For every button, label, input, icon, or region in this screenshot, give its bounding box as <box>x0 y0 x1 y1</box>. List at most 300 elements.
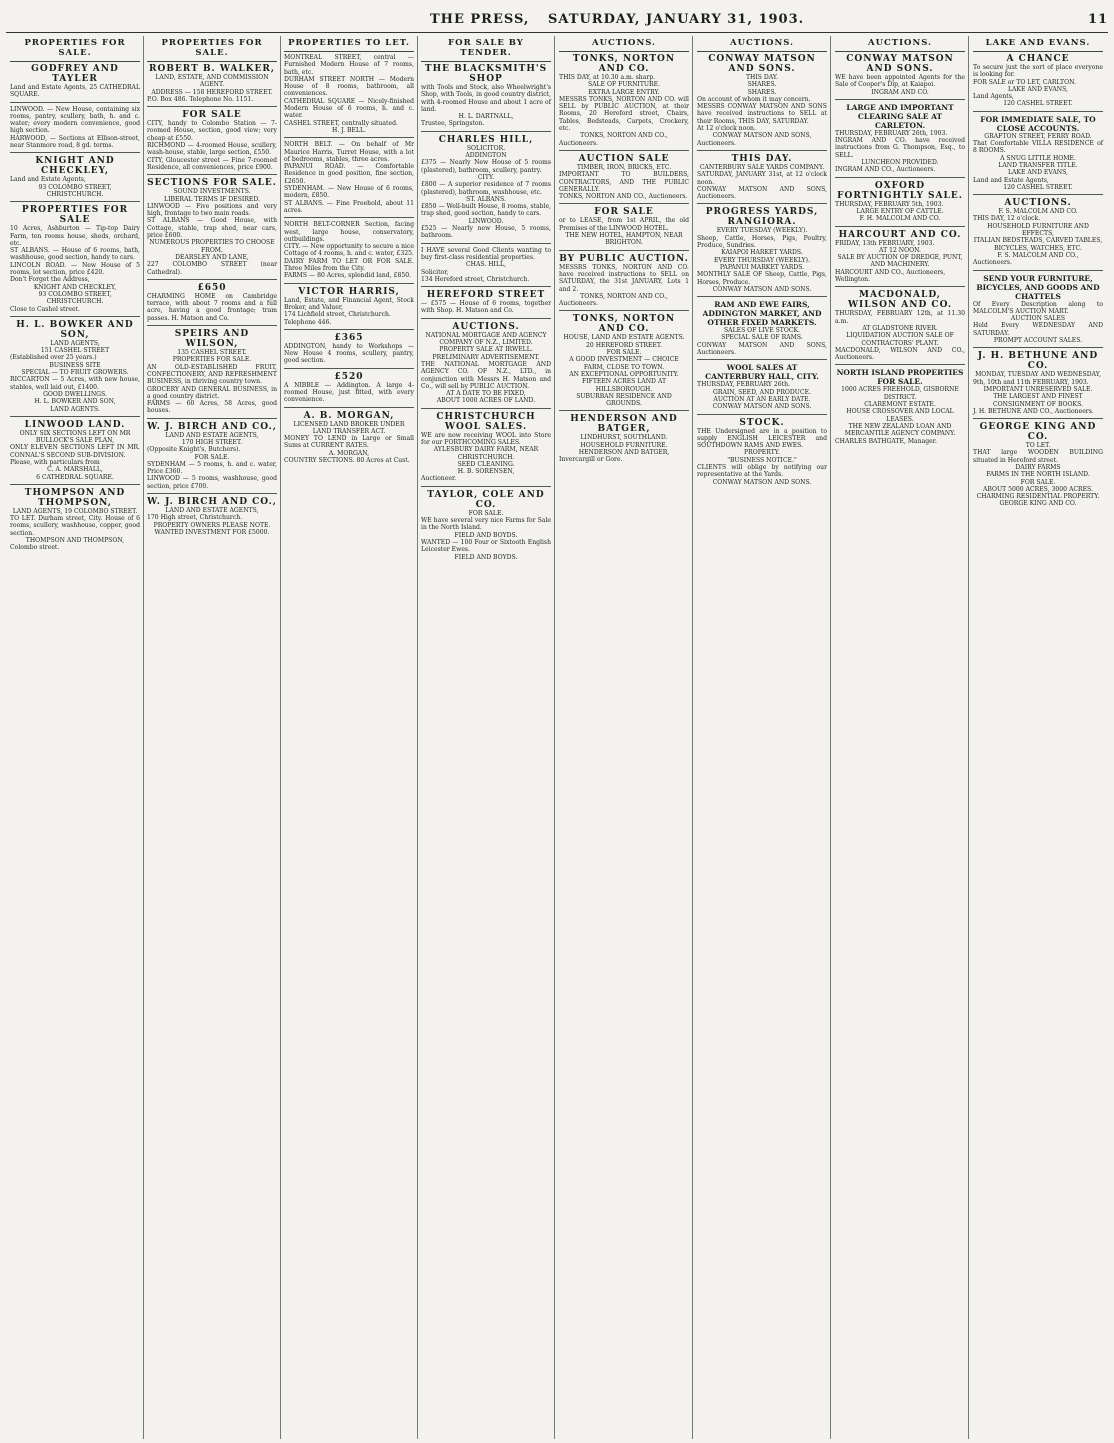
advert-line: J. H. BETHUNE AND CO., Auctioneers. <box>973 407 1094 415</box>
advert-line: LIBERAL TERMS IF DESIRED. <box>164 195 260 203</box>
advert-separator <box>835 364 965 365</box>
advert-line: CONWAY MATSON AND SONS, Auctioneers. <box>697 185 827 201</box>
advert-title: W. J. BIRCH AND CO., <box>147 421 277 432</box>
advert-title: SEND YOUR FURNITURE, BICYCLES, AND GOODS AND CHATTELS <box>976 273 1100 301</box>
advert-line: THIS DAY. <box>745 74 779 81</box>
advert-line: HARCOURT AND CO., Auctioneers, <box>835 268 946 276</box>
advert-line: TO LET. <box>1025 442 1051 450</box>
advert-title: TONKS, NORTON AND CO. <box>572 54 676 74</box>
advert-separator <box>559 150 689 151</box>
column-rule <box>692 36 693 1439</box>
advert-line: GRAFTON STREET, FERRY ROAD. <box>984 132 1092 140</box>
advert-line: HOUSEHOLD FURNITURE. <box>580 441 668 449</box>
advert-line: (Established over 25 years.) <box>10 354 97 362</box>
advert-line: PROPERTY. <box>744 449 780 457</box>
advertisement <box>835 290 965 361</box>
advertisement <box>559 54 689 147</box>
column-rule <box>554 36 555 1439</box>
advert-line: FARMS IN THE NORTH ISLAND. <box>986 471 1090 479</box>
advertisement <box>559 154 689 200</box>
advert-line: CLAREMONT ESTATE. <box>864 401 936 409</box>
advert-line: THOMPSON AND THOMPSON, <box>25 537 125 545</box>
advert-line: SHARES. <box>747 81 777 89</box>
advert-line: NORTH BELT. — On behalf of Mr Maurice Harris, Turret House, with a lot of bedrooms, stables, three acres. <box>284 141 414 163</box>
advert-separator <box>10 316 140 317</box>
advertisement <box>973 54 1103 108</box>
advertisement <box>697 300 827 356</box>
advert-title: A. B. MORGAN, <box>303 410 395 421</box>
advert-line: FRIDAY, 13th FEBRUARY, 1903. <box>835 239 935 247</box>
advertisement <box>835 103 965 174</box>
advert-line: Close to Cashel street. <box>10 305 80 313</box>
advert-line: Solicitor, <box>421 268 449 276</box>
advert-title: ROBERT B. WALKER, <box>149 64 275 74</box>
advert-title: CHRISTCHURCH WOOL SALES. <box>436 411 536 432</box>
advert-line: Auctioneers. <box>697 139 736 147</box>
advert-line: ADDINGTON, handy to Workshops — New House 4 rooms, scullery, pantry, good section. <box>284 342 414 365</box>
advert-line: 93 COLOMBO STREET, CHRISTCHURCH. <box>38 290 112 306</box>
advert-line: LARGE ENTRY OF CATTLE. <box>856 207 944 215</box>
advert-line: ONLY SIX SECTIONS LEFT ON MR BULLOCK'S SALE PLAN, <box>19 429 131 445</box>
advert-separator <box>697 150 827 151</box>
advert-line: PAPANUI ROAD. — Comfortable Residence in good position, fine section, £2650. <box>284 163 414 185</box>
advert-line: To secure just the sort of place everyone is looking for. <box>973 64 1103 79</box>
advert-line: CHARMING HOME on Cambridge terrace, with about 7 rooms and a full acre, having a good frontage; tram passes. H. Matson and Co. <box>147 292 277 322</box>
advert-line: RICHMOND — 4-roomed House, scullery, wash-house, stable, large section, £550. <box>147 142 277 157</box>
advert-title: TONKS, NORTON AND CO. <box>572 314 676 335</box>
advert-separator <box>147 174 277 175</box>
advert-separator <box>284 368 414 369</box>
advert-line: MONTHLY SALE OF Sheep, Cattle, Pigs, Horses, Produce. <box>697 271 827 286</box>
advert-separator <box>421 318 551 319</box>
advert-line: GRAIN, SEED, AND PRODUCE. <box>712 388 811 396</box>
advertisement <box>421 290 551 315</box>
advert-line: DAIRY FARMS <box>1015 463 1061 471</box>
advert-title: BY PUBLIC AUCTION. <box>559 253 689 264</box>
advertisement <box>835 181 965 223</box>
advert-line: F. S. MALCOLM AND CO. <box>998 208 1078 216</box>
advert-line: RICCARTON — 5 Acres, with new house, stables, well laid out, £1400. <box>10 376 140 391</box>
advert-line: COUNTRY SECTIONS. 80 Acres at Cust. <box>284 457 410 465</box>
advert-line: Held Every WEDNESDAY AND SATURDAY. <box>973 322 1103 337</box>
advert-title: AUCTIONS. <box>452 321 520 332</box>
advert-line: SOLICITOR. <box>466 144 506 152</box>
advert-line: TONKS, NORTON AND CO., Auctioneers. <box>559 193 688 201</box>
advertisement <box>973 198 1103 266</box>
advert-line: CATHEDRAL SQUARE — Nicely-finished Modern House of 6 rooms, h. and c. water. <box>284 97 414 120</box>
advert-line: THURSDAY, FEBRUARY 12th, at 11.30 a.m. <box>835 310 965 325</box>
advert-title: VICTOR HARRIS, <box>298 286 400 297</box>
advert-line: Auctioneers. <box>973 259 1012 267</box>
advert-line: MONEY TO LEND in Large or Small Sums at CURRENT RATES. <box>284 435 414 450</box>
advert-line: CONWAY MATSON AND SONS, <box>712 132 812 140</box>
advert-line: INGRAM AND CO. <box>871 88 929 96</box>
advert-line: THURSDAY, FEBRUARY 5th, 1903. <box>835 200 944 208</box>
column-rule <box>143 36 144 1439</box>
advert-line: SYDENHAM — 5 rooms, h. and c. water, Price £360. <box>147 460 277 476</box>
column-7 <box>833 36 969 1439</box>
advert-line: EXTRA LARGE ENTRY. <box>588 88 660 96</box>
advert-line: 134 Hereford street, Christchurch. <box>421 275 530 283</box>
advert-line: A NIBBLE — Addington. A large 4-roomed House, just fitted, with every convenience. <box>284 381 414 404</box>
advertisement <box>284 54 414 134</box>
advert-line: CHARLES BATHGATE, Manager. <box>835 437 937 445</box>
advert-separator <box>284 217 414 218</box>
column-1 <box>8 36 144 1439</box>
advert-title: MACDONALD, WILSON AND CO. <box>847 290 953 311</box>
advertisement <box>284 221 414 279</box>
advert-title: OXFORD FORTNIGHTLY SALE. <box>837 180 963 201</box>
advert-line: 93 COLOMBO STREET, CHRISTCHURCH. <box>38 183 112 198</box>
advert-separator <box>835 286 965 287</box>
advertisement <box>835 368 965 444</box>
advert-line: WANTED — 100 Four or Sixtooth English Leicester Ewes. <box>421 538 551 554</box>
advert-line: FOR SALE or TO LET, CARLTON. <box>973 78 1076 86</box>
advert-title: STOCK. <box>739 417 785 428</box>
column-4 <box>419 36 555 1439</box>
advert-line: Land Agents, <box>973 93 1014 101</box>
advert-line: CONWAY MATSON AND SONS, Auctioneers. <box>697 341 827 357</box>
advert-line: AT A DATE TO BE FIXED, <box>446 390 526 398</box>
advert-line: CHARMING RESIDENTIAL PROPERTY. <box>976 493 1100 501</box>
advert-line: 9th, 10th and 11th FEBRUARY, 1903. <box>973 378 1089 386</box>
advert-line: F. S. MALCOLM AND CO., <box>997 251 1079 259</box>
advertisement <box>10 488 140 552</box>
advert-line: 170 HIGH STREET. <box>181 438 243 446</box>
advert-line: ABOUT 1000 ACRES OF LAND. <box>436 397 536 405</box>
advertisement <box>697 207 827 293</box>
advertisement <box>284 372 414 404</box>
advertisement <box>421 135 551 240</box>
advert-line: ABOUT 5000 ACRES, 3000 ACRES. <box>983 485 1093 493</box>
advert-line: CLIENTS will oblige by notifying our representative at the Yards. <box>697 463 827 479</box>
advert-line: LIQUIDATION AUCTION SALE OF CONTRACTORS' PLANT. <box>846 332 954 347</box>
advert-title: HENDERSON AND BATGER, <box>570 414 678 435</box>
advert-line: FARMS — 80 Acres, splendid land, £850. <box>284 272 412 280</box>
advert-line: CANTERBURY SALE YARDS COMPANY. <box>699 163 825 171</box>
advert-line: MACDONALD, WILSON AND CO., Auctioneers. <box>835 346 965 362</box>
masthead <box>0 0 1114 40</box>
advert-separator <box>147 106 277 107</box>
advert-line: ST. ALBANS. <box>466 195 506 203</box>
advert-line: KNIGHT AND CHECKLEY, <box>33 283 117 291</box>
advert-line: £850 — Well-built House, 8 rooms, stable, trap shed, good section, handy to cars. <box>421 203 551 218</box>
advertisement <box>421 322 551 405</box>
advert-title: LARGE AND IMPORTANT CLEARING SALE AT CARLETON. <box>846 102 954 130</box>
advert-separator <box>973 194 1103 195</box>
advert-separator <box>973 111 1103 112</box>
advert-line: LAKE AND EVANS, <box>1007 85 1068 93</box>
advertisement <box>697 54 827 147</box>
advert-title: NORTH ISLAND PROPERTIES FOR SALE. <box>836 368 964 387</box>
advert-separator <box>284 329 414 330</box>
advertisement <box>559 414 689 463</box>
column-heading: PROPERTIES FOR SALE. <box>10 36 140 62</box>
advert-title: THE BLACKSMITH'S SHOP <box>424 64 548 84</box>
advert-separator <box>147 279 277 280</box>
advert-line: CITY, handy to Colombo Station — 7-roomed House, section, good view; very cheap at £550. <box>147 120 277 142</box>
advert-line: FOR SALE. <box>194 453 230 461</box>
advert-line: PRELIMINARY ADVERTISEMENT. <box>432 353 540 361</box>
advert-line: AYLESBURY DAIRY FARM, NEAR CHRISTCHURCH. <box>433 446 539 461</box>
advert-line: Please, with particulars from <box>10 458 100 466</box>
advert-line: CONWAY MATSON AND SONS. <box>712 285 812 293</box>
advert-line: AUCTION AT AN EARLY DATE. <box>713 395 811 403</box>
advert-line: SHARES. <box>747 88 777 96</box>
advert-line: That Comfortable VILLA RESIDENCE of 8 ROOMS. <box>973 140 1103 155</box>
advert-line: SOUND INVESTMENTS. <box>173 188 251 196</box>
advert-line: Land and Estate Agents, 25 CATHEDRAL SQUARE. <box>10 84 140 99</box>
advertisement <box>973 422 1103 508</box>
advert-line: DEARSLEY AND LANE, <box>175 253 249 261</box>
advert-line: BUSINESS SITE <box>49 361 101 369</box>
advert-line: FOR SALE. <box>606 349 642 357</box>
advert-line: A SNUG LITTLE HOME. <box>1000 154 1076 162</box>
advert-line: SATURDAY, JANUARY 31st, at 12 o'clock noon. <box>697 171 827 186</box>
column-6 <box>695 36 831 1439</box>
advert-line: FIELD AND BOYDS. <box>454 553 518 561</box>
advertisement <box>973 274 1103 345</box>
advert-separator <box>10 484 140 485</box>
advert-line: CHAS. HILL, <box>466 261 506 269</box>
advert-line: LAND AND ESTATE AGENTS, <box>165 431 259 439</box>
advert-line: AUCTION SALES <box>1010 315 1066 323</box>
advert-line: Of Every Description along to MALCOLM'S AUCTION MART. <box>973 300 1103 315</box>
column-rule <box>968 36 969 1439</box>
advert-line: ST ALBANS. — House of 6 rooms, bath, washhouse, good section, handy to cars. <box>10 247 140 262</box>
column-8 <box>971 36 1107 1439</box>
advert-title: £365 <box>334 332 364 343</box>
advertisement <box>559 207 689 246</box>
advert-title: GODFREY AND TAYLER <box>31 64 119 84</box>
masthead-title: THE PRESS, <box>430 12 530 27</box>
advertisement <box>421 412 551 483</box>
advert-line: On account of whom it may concern. <box>697 95 811 103</box>
advert-line: 227 COLOMBO STREET (near Cathedral). <box>147 261 277 276</box>
advert-line: TONKS, NORTON AND CO., <box>580 132 668 140</box>
advert-title: PROPERTIES FOR SALE <box>21 205 129 226</box>
advert-line: ADDINGTON <box>465 152 507 160</box>
advert-line: Auctioneers. <box>559 139 598 147</box>
advert-line: LAND, ESTATE, AND COMMISSION AGENT. <box>155 74 269 89</box>
advert-separator <box>147 418 277 419</box>
advertisement <box>973 115 1103 191</box>
advert-line: Trustee, Springston. <box>421 120 485 128</box>
advertisement <box>147 422 277 490</box>
advert-line: ADDRESS — 158 HEREFORD STREET. <box>151 88 273 96</box>
advertisement <box>10 106 140 150</box>
column-5 <box>557 36 693 1439</box>
advert-line: NUMEROUS PROPERTIES TO CHOOSE FROM. <box>149 239 275 254</box>
advert-separator <box>973 418 1103 419</box>
advert-title: LINWOOD LAND. <box>24 419 126 430</box>
advert-line: FIELD AND BOYDS. <box>454 531 518 539</box>
advert-line: LINDHURST, SOUTHLAND. <box>580 434 668 442</box>
advert-line: SEED CLEANING. <box>457 460 515 468</box>
advert-line: TO LET. Durham street, City. House of 6 rooms, scullery, washhouse, copper, good section. <box>10 515 140 537</box>
advert-line: IMPORTANT UNRESERVED SALE. <box>983 385 1093 393</box>
advert-line: CONWAY MATSON AND SONS. <box>712 478 812 486</box>
advert-line: Sheep, Cattle, Horses, Pigs, Poultry, Produce, Sundries. <box>697 234 827 250</box>
advert-line: HOUSE CROSSOVER AND LOCAL LEASES. <box>846 408 954 423</box>
advert-title: H. L. BOWKER AND SON, <box>16 319 134 340</box>
advert-title: GEORGE KING AND CO. <box>979 422 1097 443</box>
advert-line: ONLY ELEVEN SECTIONS LEFT IN MR. CONNAL'S SECOND SUB-DIVISION. <box>10 444 140 459</box>
advert-line: SPECIAL SALE OF RAMS. <box>721 334 803 342</box>
advert-line: Telephone 446. <box>284 318 332 326</box>
advert-line: C. A. MARSHALL, <box>47 466 103 474</box>
advert-line: TONKS, NORTON AND CO., <box>580 292 668 300</box>
advert-line: DAIRY FARM TO LET OR FOR SALE. Three Miles from the City. <box>284 257 414 273</box>
advertisement <box>421 490 551 561</box>
advert-line: FOR SALE. <box>1020 478 1056 486</box>
advert-line: P.O. Box 486. Telephone No. 1151. <box>147 95 254 103</box>
advert-line: MONDAY, TUESDAY AND WEDNESDAY, <box>975 371 1101 379</box>
advert-line: H. J. BELL. <box>332 126 366 134</box>
advert-separator <box>10 102 140 103</box>
advert-line: INGRAM AND CO. have received instructions from G. Thompson, Esq., to SELL. <box>835 137 965 159</box>
advert-line: AN OLD-ESTABLISHED FRUIT, CONFECTIONERY, AND REFRESHMENT BUSINESS, in thriving country town. <box>147 363 277 386</box>
advert-line: TIMBER, IRON, BRICKS, ETC. <box>576 163 672 171</box>
advert-line: LINWOOD. — New House, containing six rooms, pantry, scullery, bath, h. and c. water; every modern convenience, good high section. <box>10 105 140 135</box>
advert-line: LICENSED LAND BROKER UNDER LAND TRANSFER ACT. <box>293 420 405 435</box>
column-rule <box>280 36 281 1439</box>
advert-line: MESSRS CONWAY MATSON AND SONS have received instructions to SELL at their Rooms, THIS DAY, SATURDAY. <box>697 103 827 125</box>
advert-line: ST ALBANS. — Fine Freehold, about 11 acres. <box>284 199 414 214</box>
advert-line: THAT large WOODEN BUILDING situated in Hereford street. <box>973 449 1103 464</box>
advert-line: CITY. — New opportunity to secure a nice Cottage of 4 rooms, h. and c. water, £325. <box>284 243 414 258</box>
advert-line: LINWOOD. <box>468 217 504 225</box>
advertisement <box>835 54 965 96</box>
advert-line: 170 High street, Christchurch. <box>147 514 243 522</box>
advertisement <box>10 205 140 313</box>
advert-line: PROMPT ACCOUNT SALES. <box>993 337 1083 345</box>
advert-line: CITY, Gloucester street — Fine 7-roomed Residence, all conveniences, price £900. <box>147 156 277 171</box>
advert-line: LAND AGENTS, <box>50 339 100 347</box>
advert-line: HOUSE, LAND AND ESTATE AGENTS. <box>563 334 685 342</box>
column-rule <box>830 36 831 1439</box>
advert-line: Auctioneers. <box>559 300 598 308</box>
advert-line: WE are now receiving WOOL into Store for our FORTHCOMING SALES. <box>421 431 551 446</box>
advertisement <box>421 64 551 128</box>
advert-line: CONWAY MATSON AND SONS. <box>712 403 812 411</box>
column-rule <box>417 36 418 1439</box>
advert-title: HARCOURT AND CO. <box>838 229 962 240</box>
advert-line: DURHAM STREET NORTH — Modern House of 8 rooms, bathroom, all conveniences. <box>284 75 414 98</box>
advert-line: 1000 ACRES FREEHOLD, GISBORNE DISTRICT. <box>841 386 959 401</box>
advertisement <box>559 314 689 407</box>
advertisement <box>697 418 827 486</box>
advert-line: THE Undersigned are in a position to supply ENGLISH LEICESTER and SOUTHDOWN RAMS AND EWES. <box>697 427 827 450</box>
column-heading: FOR SALE BY TENDER. <box>421 36 551 62</box>
advert-line: LAND AGENTS. <box>50 405 100 413</box>
advert-line: MESSRS TONKS, NORTON AND CO. have received instructions to SELL on SATURDAY, the 31st JANUARY, Lots 1 and 2. <box>559 263 689 293</box>
advert-line: SPECIAL — TO FRUIT GROWERS. <box>21 369 129 377</box>
advert-separator <box>697 296 827 297</box>
advert-separator <box>421 486 551 487</box>
advert-separator <box>559 203 689 204</box>
column-heading: PROPERTIES TO LET. <box>284 36 414 52</box>
advertisement <box>697 154 827 200</box>
advert-line: GEORGE KING AND CO. <box>999 500 1077 508</box>
advertisement <box>284 287 414 326</box>
column-heading: AUCTIONS. <box>559 36 689 52</box>
advertisement <box>697 363 827 410</box>
advert-line: SYDENHAM. — New House of 6 rooms, modern, £850. <box>284 185 414 200</box>
advert-line: GOOD DWELLINGS. <box>43 390 107 398</box>
advert-line: SUBURBAN RESIDENCE AND GROUNDS. <box>576 392 672 408</box>
advert-title: £520 <box>334 371 364 382</box>
advertisement <box>147 283 277 322</box>
advert-line: Colombo street. <box>10 544 60 552</box>
advert-line: CASHEL STREET, centrally situated. <box>284 119 398 127</box>
advert-line: MONTREAL STREET, central — Furnished Modern House of 7 rooms, bath, etc. <box>284 54 414 76</box>
advert-separator <box>421 286 551 287</box>
advert-line: (Opposite Knight's, Butchers). <box>147 446 241 454</box>
advert-line: WANTED INVESTMENT FOR £5000. <box>154 528 270 536</box>
advertisement <box>10 156 140 198</box>
advert-line: Wellington. <box>835 276 871 284</box>
advert-line: LAKE AND EVANS, <box>1007 169 1068 177</box>
advert-line: HENDERSON AND BATGER, <box>578 448 670 456</box>
advert-line: PROPERTIES FOR SALE. <box>172 356 252 364</box>
advert-line: Don't Forget the Address, <box>10 276 90 284</box>
advert-line: H. L. DARTNALL, <box>458 113 514 121</box>
masthead-rule <box>6 32 1108 33</box>
column-heading: PROPERTIES FOR SALE. <box>147 36 277 62</box>
advertisement <box>421 247 551 283</box>
advert-title: A CHANCE <box>1006 54 1070 64</box>
advert-line: LINWOOD — Five positions and very high, frontage to two main roads. <box>147 202 277 218</box>
advert-line: PROPERTY OWNERS PLEASE NOTE. <box>153 521 271 529</box>
column-heading: LAKE AND EVANS. <box>973 36 1103 52</box>
advert-title: SPEIRS AND WILSON, <box>174 329 250 350</box>
advertisement <box>284 141 414 214</box>
advert-separator <box>284 137 414 138</box>
advertisement <box>559 254 689 308</box>
advert-title: J. H. BETHUNE AND CO. <box>977 351 1099 372</box>
advert-line: HOUSEHOLD FURNITURE AND EFFECTS, <box>987 222 1089 238</box>
advert-title: RAM AND EWE FAIRS, ADDINGTON MARKET, AND OTHER FIXED MARKETS. <box>702 300 822 328</box>
advert-line: HARWOOD, — Sections at Ellison-street, near Stanmore road, 8 gd. terms. <box>10 134 140 150</box>
advert-line: NATIONAL MORTGAGE AND AGENCY COMPANY OF N.Z., LIMITED. <box>425 331 547 347</box>
advert-separator <box>284 283 414 284</box>
advert-line: Land and Estate Agents, <box>10 176 86 184</box>
advert-title: HEREFORD STREET <box>426 290 546 301</box>
advert-separator <box>421 243 551 244</box>
advert-line: £375 — Nearly New House of 5 rooms (plastered), bathroom, scullery, pantry. <box>421 159 551 174</box>
advert-title: THIS DAY. <box>731 153 793 164</box>
advert-title: CHARLES HILL, <box>438 134 534 145</box>
advert-separator <box>10 152 140 153</box>
page-number: 11 <box>1088 12 1109 27</box>
advert-separator <box>559 310 689 311</box>
advert-line: MESSRS TONKS, NORTON AND CO. will SELL by PUBLIC AUCTION, at their Rooms, 20 Hereford street, Chairs, Tables, Bedsteads, Carpets, Crockery, etc. <box>559 95 689 133</box>
advert-line: THURSDAY, FEBRUARY 26th, 1903. <box>835 129 948 137</box>
advert-title: W. J. BIRCH AND CO., <box>147 497 277 508</box>
advert-line: ITALIAN BEDSTEADS, CARVED TABLES, BICYCLES, WATCHES, ETC. <box>973 237 1103 252</box>
advert-line: — £575 — House of 6 rooms, together with Shop. H. Matson and Co. <box>421 300 551 315</box>
advert-line: A GOOD INVESTMENT — CHOICE FARM, CLOSE TO TOWN. <box>569 356 679 371</box>
advert-line: THURSDAY, FEBRUARY 26th. <box>697 381 790 389</box>
advert-title: FOR SALE <box>182 110 242 121</box>
advert-line: FARMS — 60 Acres, 58 Acres, good houses. <box>147 400 277 415</box>
advert-line: Land, Estate, and Financial Agent, Stock Broker, and Valuer, <box>284 296 414 311</box>
advert-separator <box>147 325 277 326</box>
advert-line: £800 — A superior residence of 7 rooms (plastered), bathroom, washhouse, etc. <box>421 181 551 196</box>
advert-line: CITY. <box>477 173 495 181</box>
advert-line: AN EXCEPTIONAL OPPORTUNITY. <box>569 370 679 378</box>
